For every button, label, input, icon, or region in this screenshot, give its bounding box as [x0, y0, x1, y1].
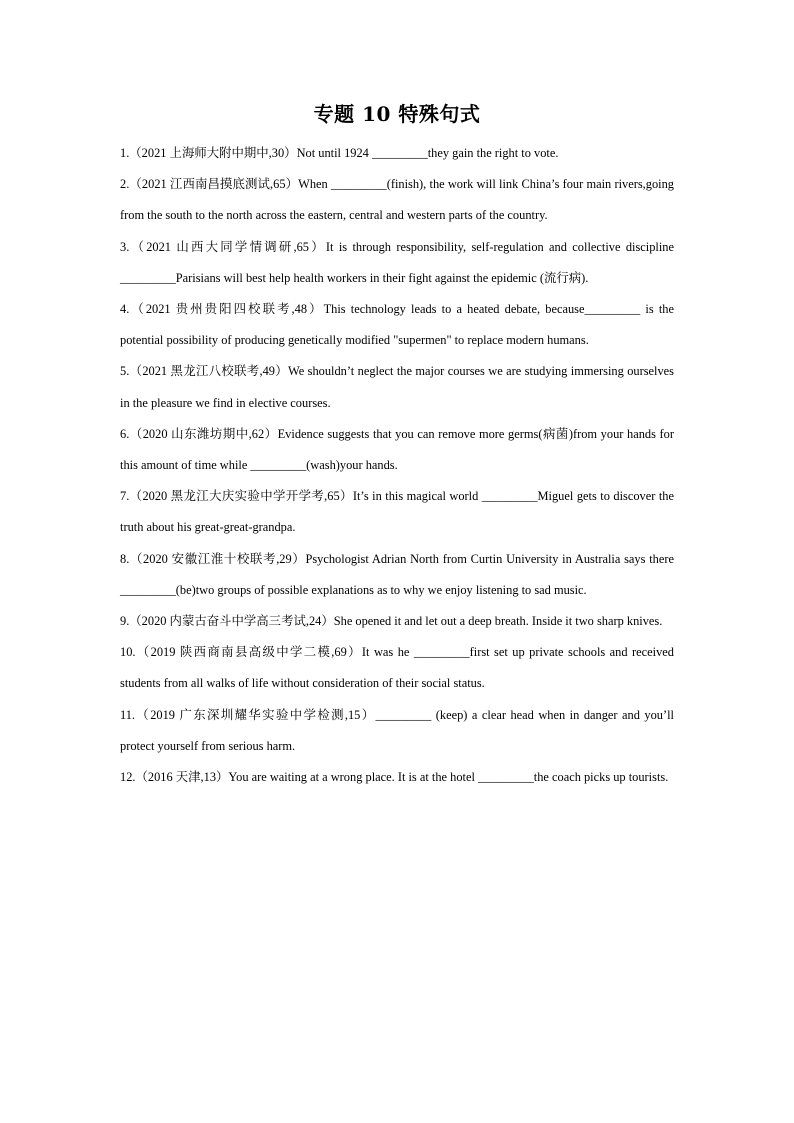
question-item: 12.（2016 天津,13）You are waiting at a wrong place. It is at the hotel _________the coach picks up tourists. — [120, 770, 669, 785]
question-item: 3.（2021 山西大同学情调研,65）It is through responsibility, self-regulation and collective discipline _________Parisians will best help health workers in their fight against the epidemic (流行病). — [120, 239, 674, 285]
question-item: 5.（2021 黑龙江八校联考,49）We shouldn’t neglect the major courses we are studying immersing ourselves in the pleasure we find in elective courses. — [120, 364, 674, 410]
question-item: 7.（2020 黑龙江大庆实验中学开学考,65）It’s in this magical world _________Miguel gets to discover the truth about his great-great-grandpa. — [120, 489, 674, 535]
question-item: 2.（2021 江西南昌摸底测试,65）When _________(finish), the work will link China’s four main rivers,going from the south to the north across the eastern, central and western parts of the country. — [120, 177, 674, 223]
question-item: 1.（2021 上海师大附中期中,30）Not until 1924 _________they gain the right to vote. — [120, 146, 559, 160]
question-item: 8.（2020 安徽江淮十校联考,29）Psychologist Adrian North from Curtin University in Australia says there _________(be)two groups of possible explanations as to why we enjoy listening to sad music. — [120, 551, 674, 597]
question-item: 9.（2020 内蒙古奋斗中学高三考试,24）She opened it and let out a deep breath. Inside it two sharp knives. — [120, 614, 663, 629]
worksheet-page — [120, 100, 674, 793]
page-title: 专题 10 特殊句式 — [313, 102, 481, 126]
question-item: 6.（2020 山东潍坊期中,62）Evidence suggests that you can remove more germs(病菌)from your hands for this amount of time while _________(wash)your hands. — [120, 426, 674, 473]
question-item: 10.（2019 陕西商南县高级中学二模,69）It was he _________first set up private schools and received students from all walks of life without consideration of their social status. — [120, 645, 674, 691]
question-list — [120, 138, 674, 793]
question-item: 11.（2019 广东深圳耀华实验中学检测,15）_________ (keep) a clear head when in danger and you’ll protect yourself from serious harm. — [120, 707, 674, 753]
question-item: 4.（2021 贵州贵阳四校联考,48）This technology leads to a heated debate, because_________ is the potential possibility of producing genetically modified "supermen" to replace modern humans. — [120, 302, 674, 348]
